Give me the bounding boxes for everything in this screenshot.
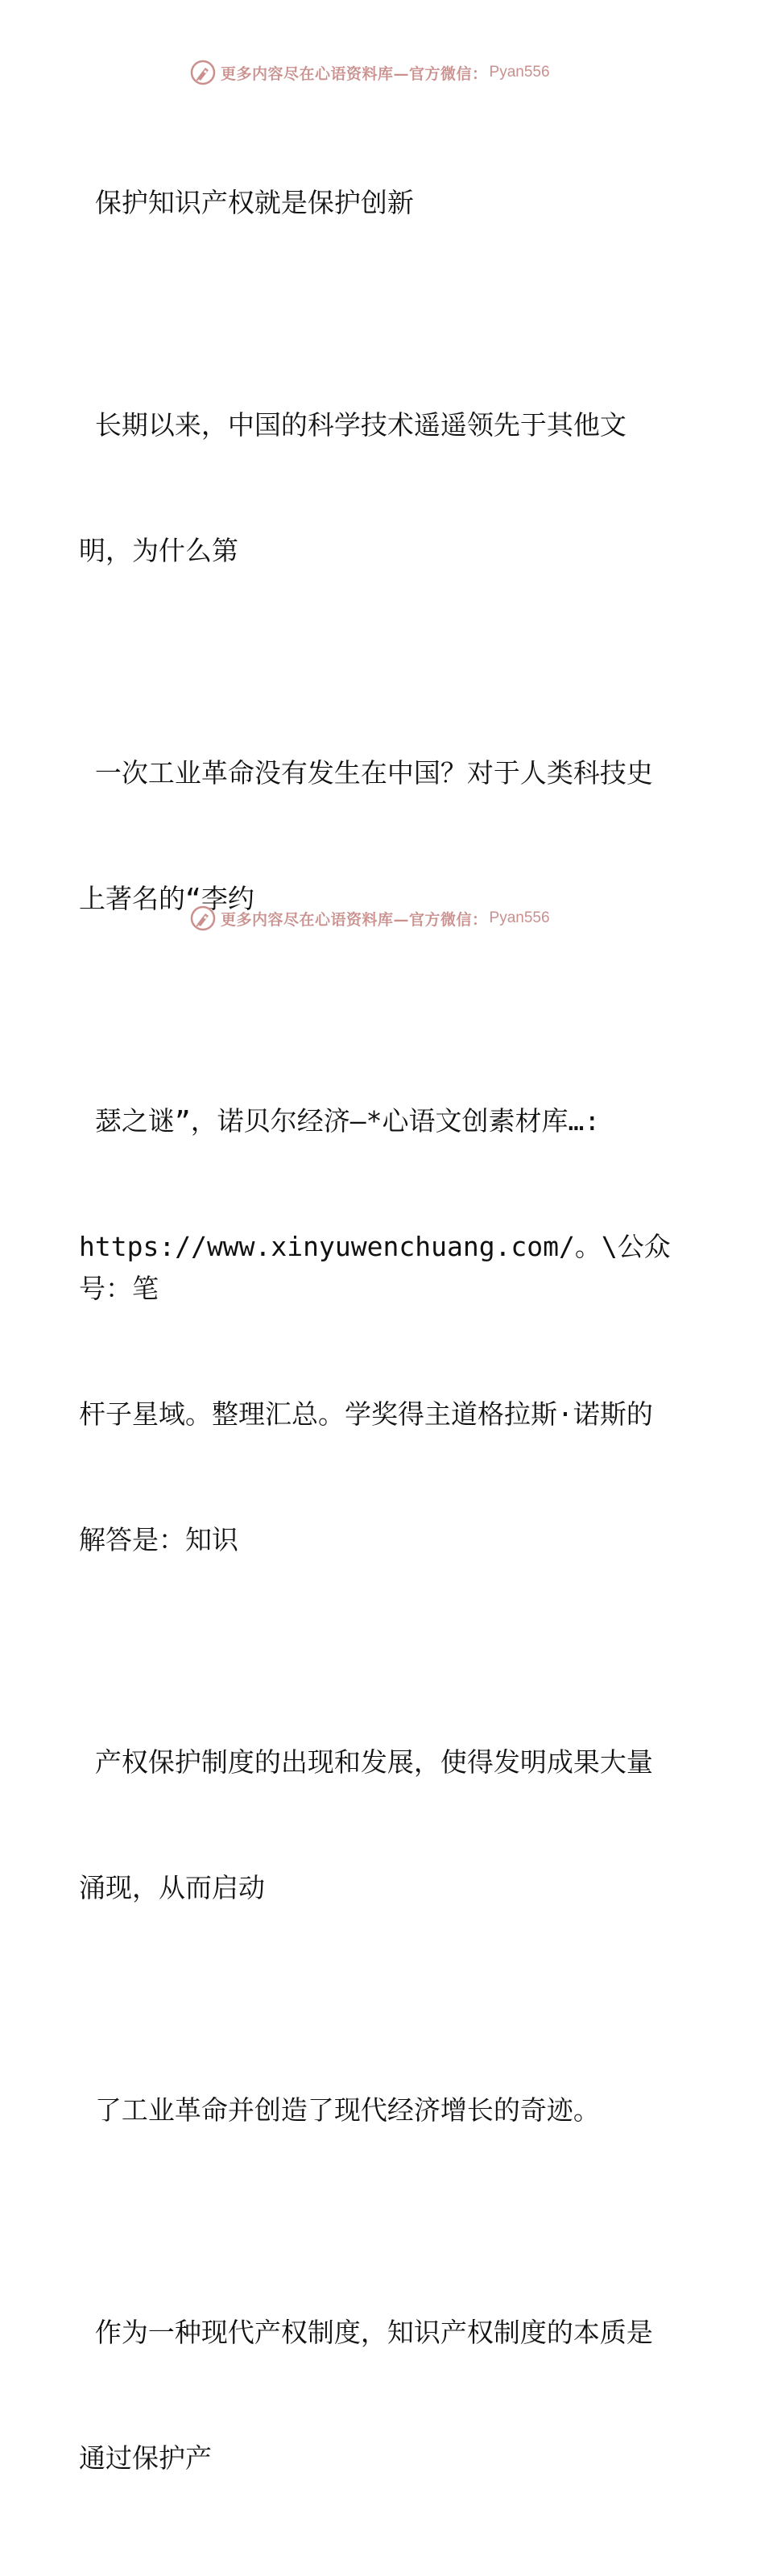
- watermark-text: 更多内容尽在心语资料库—官方微信：: [221, 910, 488, 929]
- paragraph: [79, 2006, 691, 2215]
- paragraph-line: 杆子星域。整理汇总。学奖得主道格拉斯·诺斯的: [79, 1398, 653, 1430]
- watermark-text: 更多内容尽在心语资料库—官方微信：: [221, 64, 488, 83]
- paragraph-line: 明，为什么第: [79, 535, 238, 566]
- footer-watermark: [190, 904, 550, 933]
- paragraph: [79, 1017, 691, 1645]
- header-watermark: [190, 58, 550, 87]
- watermark-wechat-id: Pyan556: [489, 64, 550, 81]
- paragraph: [79, 321, 691, 656]
- pen-nib-logo-icon: [190, 905, 216, 931]
- paragraph-line: 解答是：知识: [79, 1524, 238, 1555]
- paragraph-line: 作为一种现代产权制度，知识产权制度的本质是: [79, 2317, 653, 2348]
- paragraph: [79, 2228, 691, 2563]
- paragraph-line: 了工业革命并创造了现代经济增长的奇迹。: [79, 2094, 600, 2126]
- pen-nib-logo-icon: [190, 60, 216, 85]
- paragraph: [79, 98, 691, 308]
- paragraph-line: 一次工业革命没有发生在中国？对于人类科技史: [79, 757, 653, 789]
- paragraph-line: 瑟之谜”，诺贝尔经济—*心语文创素材库…:: [79, 1105, 601, 1137]
- paragraph: [79, 669, 691, 1004]
- paragraph-line: 涌现，从而启动: [79, 1872, 265, 1903]
- paragraph-line: 通过保护产: [79, 2442, 212, 2474]
- document-body: [79, 98, 691, 2576]
- paragraph: [79, 1658, 691, 1993]
- paragraph-line: 产权保护制度的出现和发展，使得发明成果大量: [79, 1746, 653, 1778]
- paragraph-line: 上著名的“李约: [79, 883, 254, 914]
- paragraph-line: 保护知识产权就是保护创新: [79, 187, 414, 218]
- paragraph-line: 长期以来，中国的科学技术遥遥领先于其他文: [79, 409, 626, 441]
- watermark-wechat-id: Pyan556: [489, 909, 550, 926]
- paragraph-line: https://www.xinyuwenchuang.com/。\公众号：笔: [79, 1231, 671, 1304]
